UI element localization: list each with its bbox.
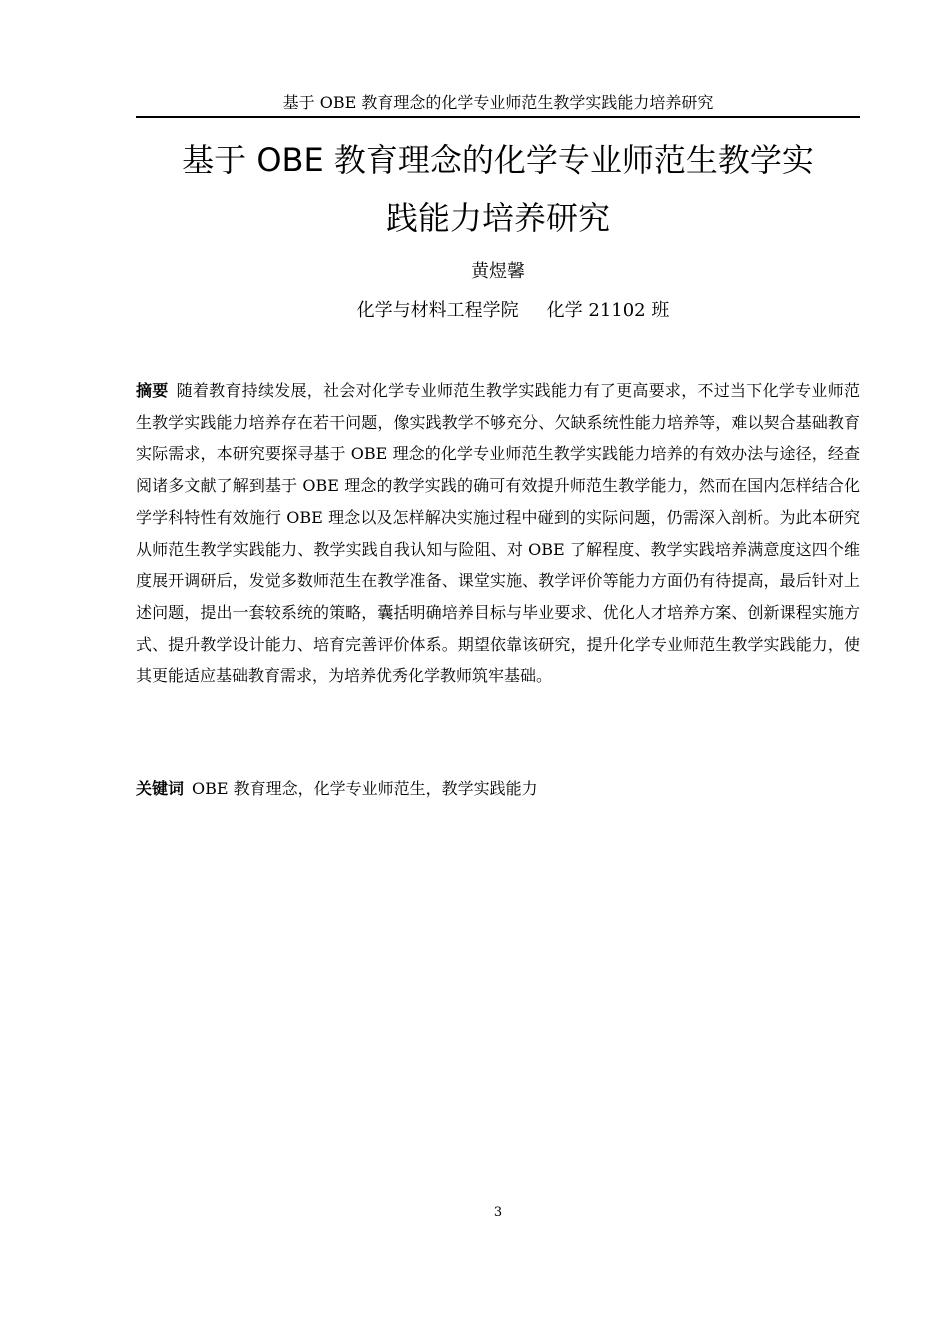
header-divider [136,116,860,118]
abstract-section [136,375,860,692]
author-name: 黄煜馨 [471,261,525,282]
paper-title-line-2: 践能力培养研究 [385,199,610,237]
keywords-text: OBE 教育理念，化学专业师范生，教学实践能力 [192,779,538,798]
keywords-label: 关键词 [136,779,185,798]
keywords-section [136,774,860,804]
paper-title [136,131,860,247]
paper-title-line-1: 基于 OBE 教育理念的化学专业师范生教学实 [182,141,814,179]
page-number: 3 [493,1205,503,1220]
running-header: 基于 OBE 教育理念的化学专业师范生教学实践能力培养研究 [282,93,714,112]
abstract-label: 摘要 [136,381,169,400]
author-affiliation [136,298,860,324]
affiliation-school: 化学与材料工程学院 [356,300,519,321]
affiliation-class: 化学 21102 班 [546,300,670,321]
abstract-text: 随着教育持续发展，社会对化学专业师范生教学实践能力有了更高要求，不过当下化学专业师范生教学实践能力培养存在若干问题，像实践教学不够充分、欠缺系统性能力培养等，难以契合基础教育实际需求，本研究要探寻基于 OBE 理念的化学专业师范生教学实践能力培养的有效办法与途径，经查阅诸多文献了解到基于 OBE 理念的教学实践的确可有效提升师范生教学能力，然而在国内怎样结合化学学科特性有效施行 OBE 理念以及怎样解决实施过程中碰到的实际问题，仍需深入剖析。为此本研究从师范生教学实践能力、教学实践自我认知与险阻、对 OBE 了解程度、教学实践培养满意度这四个维度展开调研后，发觉多数师范生在教学准备、课堂实施、教学评价等能力方面仍有待提高，最后针对上述问题，提出一套较系统的策略，囊括明确培养目标与毕业要求、优化人才培养方案、创新课程实施方式、提升教学设计能力、培育完善评价体系。期望依靠该研究，提升化学专业师范生教学实践能力，使其更能适应基础教育需求，为培养优秀化学教师筑牢基础。 [136,381,860,686]
